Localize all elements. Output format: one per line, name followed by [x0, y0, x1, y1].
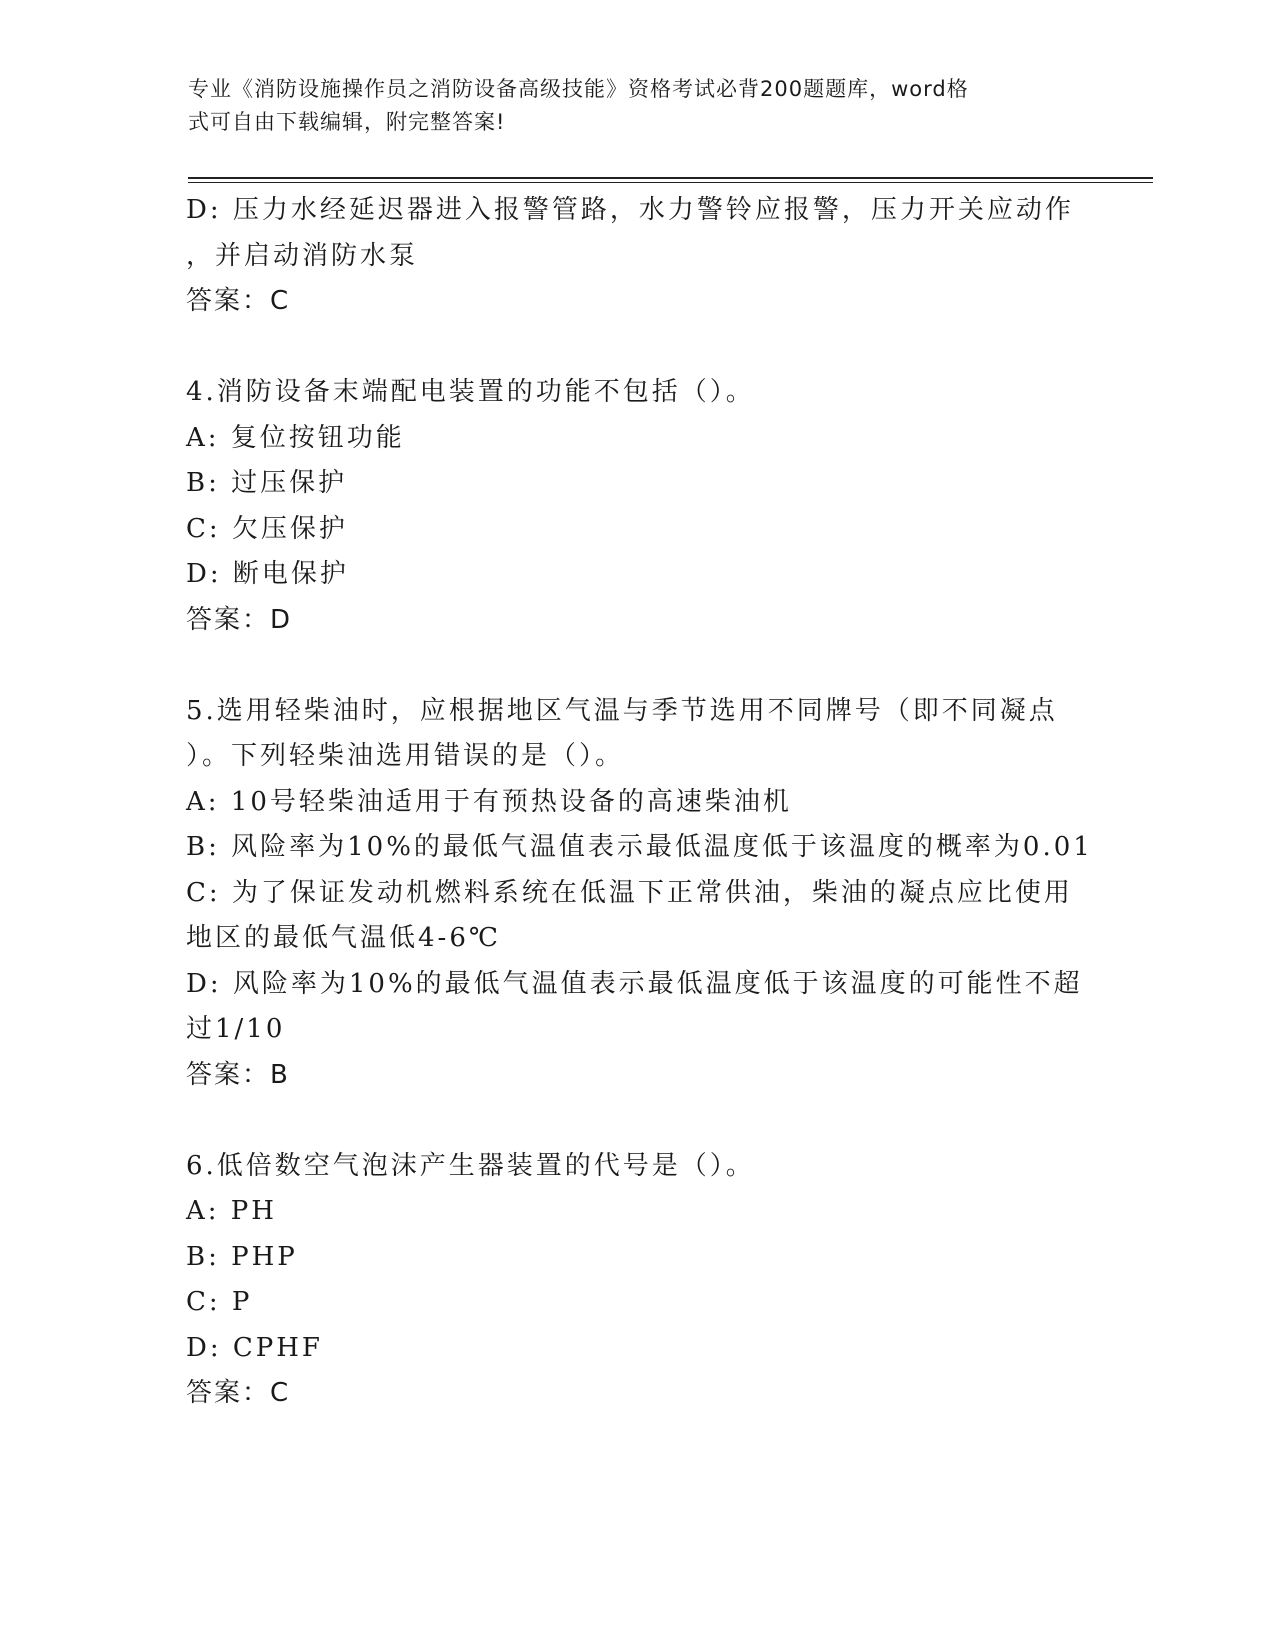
header-divider-thick: [188, 177, 1153, 179]
spacer: [186, 643, 1086, 689]
option-a: A: PH: [186, 1196, 277, 1226]
option-d: D: 风险率为10%的最低气温值表示最低温度低于该温度的可能性不超: [186, 968, 1083, 999]
answer: 答案：D: [186, 604, 293, 635]
question-text-continued: ）。下列轻柴油选用错误的是（）。: [186, 741, 625, 771]
question-text: 5.选用轻柴油时，应根据地区气温与季节选用不同牌号（即不同凝点: [186, 695, 1058, 726]
option-d: D: 断电保护: [186, 559, 349, 589]
question-text: 6.低倍数空气泡沫产生器装置的代号是（）。: [186, 1150, 755, 1181]
question-3-tail: [186, 188, 1086, 325]
answer: 答案：C: [186, 286, 291, 316]
option-b: B: 过压保护: [186, 468, 348, 498]
option-c: C: 欠压保护: [186, 513, 348, 544]
option-c: C: 为了保证发动机燃料系统在低温下正常供油，柴油的凝点应比使用: [186, 877, 1073, 908]
option-a: A: 复位按钮功能: [186, 422, 405, 453]
question-text: 4.消防设备末端配电装置的功能不包括（）。: [186, 377, 755, 407]
document-header: [188, 73, 1068, 139]
header-divider-thin: [188, 182, 1153, 183]
option-c-continued: 地区的最低气温低4-6℃: [186, 923, 501, 953]
question-5: [186, 689, 1093, 1099]
header-title-line-1: 专业《消防设施操作员之消防设备高级技能》资格考试必背200题题库，word格: [188, 77, 969, 101]
option-b: B: PHP: [186, 1241, 298, 1272]
header-title-line-2: 式可自由下载编辑，附完整答案!: [188, 110, 506, 134]
option-d-continued: ，并启动消防水泵: [186, 240, 419, 271]
question-list: [186, 188, 1093, 1417]
option-a: A: 10号轻柴油适用于有预热设备的高速柴油机: [186, 786, 792, 817]
option-d-continued: 过1/10: [186, 1014, 286, 1044]
option-b: B: 风险率为10%的最低气温值表示最低温度低于该温度的概率为0.01: [186, 832, 1093, 862]
spacer: [186, 325, 1086, 371]
answer: 答案：B: [186, 1059, 290, 1090]
option-d: D: CPHF: [186, 1332, 323, 1363]
option-d: D: 压力水经延迟器进入报警管路，水力警铃应报警，压力开关应动作: [186, 195, 1074, 225]
question-4: [186, 370, 1086, 643]
answer: 答案：C: [186, 1378, 291, 1408]
spacer: [186, 1098, 1086, 1144]
option-c: C: P: [186, 1287, 253, 1317]
question-6: [186, 1144, 1086, 1417]
